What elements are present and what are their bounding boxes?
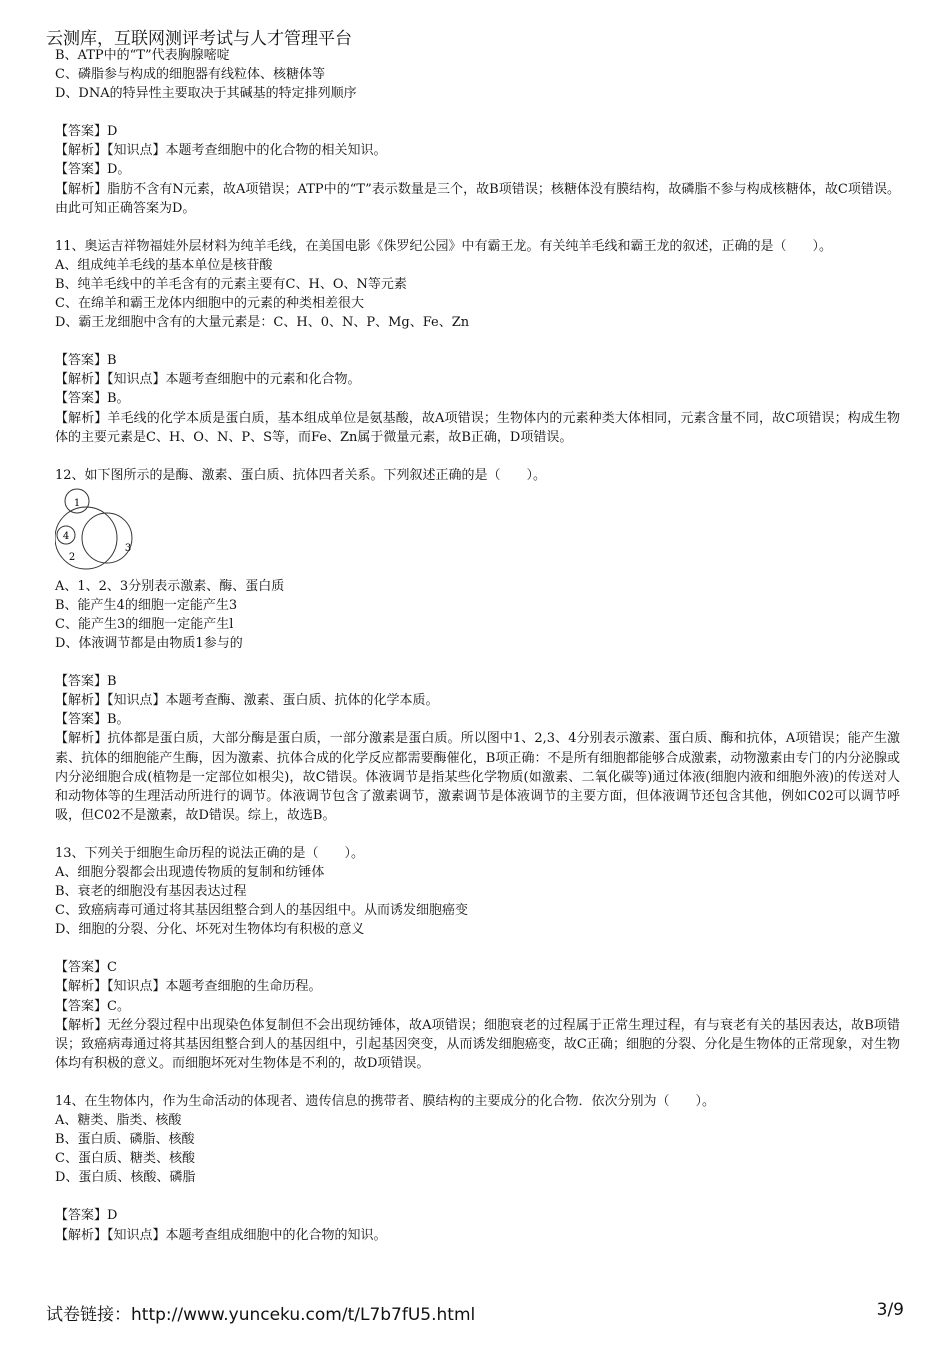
option-line: D、细胞的分裂、分化、坏死对生物体均有积极的意义 bbox=[55, 922, 365, 938]
label-1: 1 bbox=[73, 497, 81, 509]
label-3: 3 bbox=[124, 542, 132, 554]
option-line: A、细胞分裂都会出现遗传物质的复制和纺锤体 bbox=[55, 865, 325, 880]
spacer bbox=[55, 218, 900, 237]
option-line: B、纯羊毛线中的羊毛含有的元素主要有C、H、O、N等元素 bbox=[55, 276, 407, 292]
answer-line: 【答案】C。 bbox=[55, 998, 130, 1014]
spacer bbox=[55, 1187, 900, 1206]
document-body bbox=[55, 46, 900, 1245]
option-line: B、蛋白质、磷脂、核酸 bbox=[55, 1132, 195, 1148]
spacer bbox=[55, 653, 900, 672]
option-line: D、蛋白质、核酸、磷脂 bbox=[55, 1170, 196, 1186]
option-line: A、糖类、脂类、核酸 bbox=[55, 1113, 182, 1129]
answer-line: 【答案】D bbox=[55, 1208, 118, 1224]
option-line: B、ATP中的“T”代表胸腺嘧啶 bbox=[55, 48, 230, 63]
circle-3 bbox=[82, 513, 132, 563]
label-2: 2 bbox=[68, 551, 76, 563]
option-line: D、DNA的特异性主要取决于其碱基的特定排列顺序 bbox=[55, 86, 357, 102]
option-line: C、在绵羊和霸王龙体内细胞中的元素的种类相差很大 bbox=[55, 296, 364, 312]
analysis-paragraph: 【解析】抗体都是蛋白质，大部分酶是蛋白质，一部分激素是蛋白质。所以图中1、2,3、4分别表示激素、蛋白质、酶和抗体，A项错误；能产生激素、抗体的细胞能产生酶，因为激素、抗体合成的化学反应都需要酶催化，B项正确：不是所有细胞都能够合成激素，动物激素由专门的内分泌腺或内分泌细胞合成(植物是一定部位如根尖)，故C错误。体液调节是指某些化学物质(如激素、二氧化碳等)通过体液(细胞内液和细胞外液)的传送对人和动物体等的生理活动所进行的调节。体液调节包含了激素调节，激素调节是体液调节的主要方面，但体液调节还包含其他，例如C02可以调节呼吸，但C02不是激素，故D错误。综上，故选B。 bbox=[55, 731, 900, 823]
spacer bbox=[55, 939, 900, 958]
option-line: A、组成纯羊毛线的基本单位是核苷酸 bbox=[55, 257, 273, 273]
answer-line: 【答案】B bbox=[55, 353, 117, 369]
answer-line: 【答案】D bbox=[55, 124, 118, 140]
exam-link[interactable]: 试卷链接：http://www.yunceku.com/t/L7b7fU5.html bbox=[46, 1305, 476, 1325]
question-13: 13、下列关于细胞生命历程的说法正确的是（ ）。 bbox=[55, 845, 365, 861]
spacer bbox=[55, 447, 900, 466]
option-line: C、致癌病毒可通过将其基因组整合到人的基因组中。从而诱发细胞癌变 bbox=[55, 903, 468, 919]
spacer bbox=[55, 1073, 900, 1092]
analysis-paragraph: 【解析】无丝分裂过程中出现染色体复制但不会出现纺锤体，故A项错误；细胞衰老的过程属于正常生理过程，有与衰老有关的基因表达，故B项错误；致癌病毒通过将其基因组整合到人的基因组中，引起基因突变，从而诱发细胞癌变，故C正确；细胞的分裂、分化是生物体的正常现象，对生物体均有积极的意义。而细胞坏死对生物体是不利的，故D项错误。 bbox=[55, 1017, 900, 1071]
option-line: D、体液调节都是由物质1参与的 bbox=[55, 636, 243, 652]
venn-diagram bbox=[55, 487, 145, 575]
question-14: 14、在生物体内，作为生命活动的体现者、遗传信息的携带者、膜结构的主要成分的化合物．依次分别为（ ）。 bbox=[55, 1093, 716, 1109]
option-line: D、霸王龙细胞中含有的大量元素是：C、H、0、N、P、Mg、Fe、Zn bbox=[55, 315, 470, 331]
spacer bbox=[55, 332, 900, 351]
option-line: B、能产生4的细胞一定能产生3 bbox=[55, 597, 238, 613]
analysis-line: 【解析】【知识点】本题考查细胞中的化合物的相关知识。 bbox=[55, 143, 387, 159]
question-12: 12、如下图所示的是酶、激素、蛋白质、抗体四者关系。下列叙述正确的是（ ）。 bbox=[55, 467, 547, 483]
analysis-line: 【解析】【知识点】本题考查细胞中的元素和化合物。 bbox=[55, 372, 361, 388]
option-line: B、衰老的细胞没有基因表达过程 bbox=[55, 884, 247, 900]
analysis-line: 【解析】【知识点】本题考查组成细胞中的化合物的知识。 bbox=[55, 1227, 387, 1243]
answer-line: 【答案】D。 bbox=[55, 162, 131, 178]
spacer bbox=[55, 103, 900, 122]
analysis-line: 【解析】【知识点】本题考查细胞的生命历程。 bbox=[55, 979, 322, 995]
option-line: C、蛋白质、糖类、核酸 bbox=[55, 1151, 195, 1167]
page-header: 云测库，互联网测评考试与人才管理平台 bbox=[46, 29, 352, 49]
option-line: C、磷脂参与构成的细胞器有线粒体、核糖体等 bbox=[55, 67, 325, 83]
analysis-line: 【解析】【知识点】本题考查酶、激素、蛋白质、抗体的化学本质。 bbox=[55, 693, 439, 709]
option-line: A、1、2、3分别表示激素、酶、蛋白质 bbox=[55, 578, 285, 594]
option-line: C、能产生3的细胞一定能产生l bbox=[55, 616, 234, 632]
label-4: 4 bbox=[62, 530, 70, 542]
page-number: 3/9 bbox=[876, 1300, 904, 1320]
analysis-paragraph: 【解析】羊毛线的化学本质是蛋白质，基本组成单位是氨基酸，故A项错误；生物体内的元素种类大体相同，元素含量不同，故C项错误；构成生物体的主要元素是C、H、O、N、P、S等，而Fe、Zn属于微量元素，故B正确，D项错误。 bbox=[55, 410, 900, 445]
circle-relation-diagram bbox=[55, 487, 900, 575]
answer-line: 【答案】C bbox=[55, 960, 117, 976]
answer-line: 【答案】B。 bbox=[55, 391, 130, 407]
spacer bbox=[55, 825, 900, 844]
question-11: 11、奥运吉祥物福娃外层材料为纯羊毛线，在美国电影《侏罗纪公园》中有霸王龙。有关纯羊毛线和霸王龙的叙述，正确的是（ ）。 bbox=[55, 238, 833, 254]
analysis-paragraph: 【解析】脂肪不含有N元素，故A项错误；ATP中的“T”表示数量是三个，故B项错误；核糖体没有膜结构，故磷脂不参与构成核糖体，故C项错误。由此可知正确答案为D。 bbox=[55, 181, 900, 216]
answer-line: 【答案】B bbox=[55, 674, 117, 690]
answer-line: 【答案】B。 bbox=[55, 712, 130, 728]
